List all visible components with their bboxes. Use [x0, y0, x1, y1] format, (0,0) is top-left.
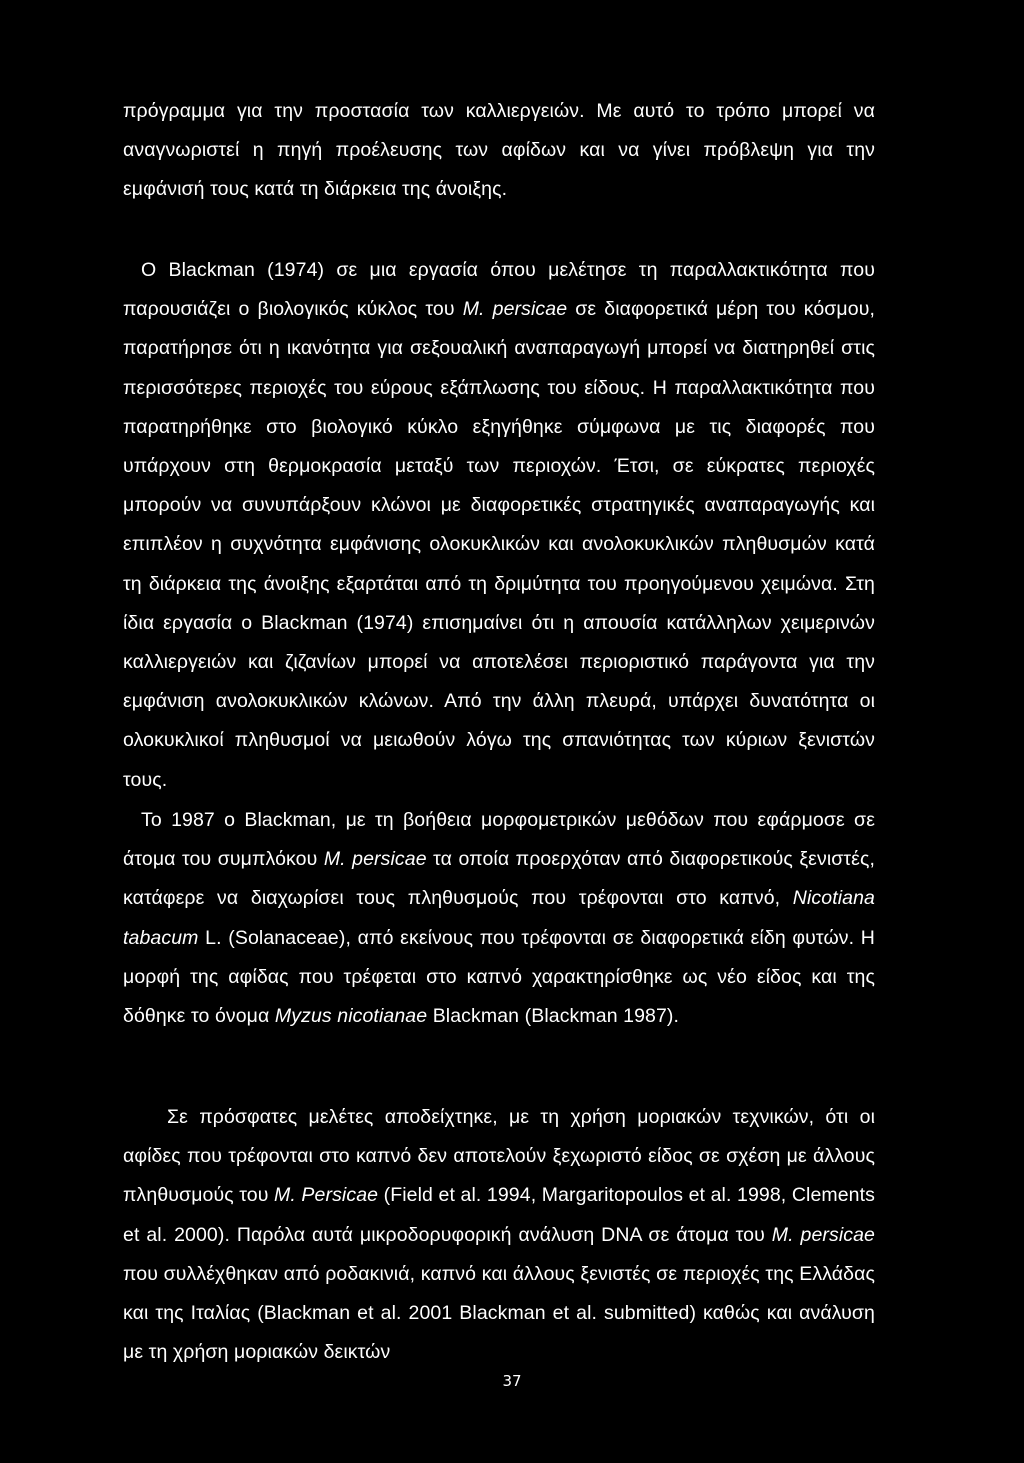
paragraph-4-text-b: (Field et al. 1994, Margaritopoulos et al. 1998, Clements et al. 2000). Παρόλα αυτά μικροδορυφορική ανάλυση DNA σε άτομα του — [123, 1184, 875, 1246]
paragraph-3 — [123, 801, 875, 1036]
paragraph-4-text-a: Σε πρόσφατες μελέτες αποδείχτηκε, με τη χρήση μοριακών τεχνικών, ότι οι αφίδες που τρέφονται στο καπνό δεν αποτελούν ξεχωριστό είδος σε σχέση με άλλους πληθυσμούς του — [123, 1106, 875, 1207]
paragraph-1-text: πρόγραμμα για την προστασία των καλλιεργειών. Με αυτό το τρόπο μπορεί να αναγνωριστεί η πηγή προέλευσης των αφίδων και να γίνει πρόβλεψη για την εμφάνισή τους κατά τη διάρκεια της άνοιξης. — [123, 100, 875, 201]
page-number: 37 — [502, 1372, 522, 1390]
species-name-italic: M. persicae — [771, 1223, 876, 1246]
paragraph-1 — [123, 92, 875, 210]
paragraph-3-text-a: Το 1987 ο Blackman, με τη βοήθεια μορφομετρικών μεθόδων που εφάρμοσε σε άτομα του συμπλόκου — [123, 809, 875, 871]
paragraph-4-text-c: που συλλέχθηκαν από ροδακινιά, καπνό και άλλους ξενιστές σε περιοχές της Ελλάδας και της Ιταλίας (Blackman et al. 2001 Blackman et al. submitted) καθώς και ανάλυση με τη χρήση μοριακών δεικτών — [123, 1262, 875, 1364]
paragraph-2-text-a: Ο Blackman (1974) σε μια εργασία όπου μελέτησε τη παραλλακτικότητα που παρουσιάζει ο βιολογικός κύκλος του — [123, 259, 875, 321]
species-name-italic: M. persicae — [462, 298, 568, 321]
paragraph-3-text-c: L. (Solanaceae), από εκείνους που τρέφονται σε διαφορετικά είδη φυτών. Η μορφή της αφίδας που τρέφεται στο καπνό χαρακτηρίσθηκε ως νέο είδος και της δόθηκε το όνομα — [123, 926, 875, 1028]
paragraph-3-text-b: τα οποία προερχόταν από διαφορετικούς ξενιστές, κατάφερε να διαχωρίσει τους πληθυσμούς που τρέφονται στο καπνό, — [123, 848, 875, 910]
species-name-italic: Myzus nicotianae — [274, 1005, 428, 1028]
paragraph-2 — [123, 251, 875, 800]
species-name-italic: M. persicae — [323, 848, 427, 871]
paragraph-3-text-d: Blackman (Blackman 1987). — [427, 1005, 680, 1028]
paragraph-2-text-b: σε διαφορετικά μέρη του κόσμου, παρατήρησε ότι η ικανότητα για σεξουαλική αναπαραγωγή μπορεί να διατηρηθεί στις περισσότερες περιοχές του εύρους εξάπλωσης του είδους. Η παραλλακτικότητα που παρατηρήθηκε στο βιολογικό κύκλο εξηγήθηκε σύμφωνα με τις διαφορές που υπάρχουν στη θερμοκρασία μεταξύ των περιοχών. Έτσι, σε εύκρατες περιοχές μπορούν να συνυπάρξουν κλώνοι με διαφορετικές στρατηγικές αναπαραγωγής και επιπλέον η συχνότητα εμφάνισης ολοκυκλικών και ανολοκυκλικών πληθυσμών κατά τη διάρκεια της άνοιξης εξαρτάται από τη δριμύτητα του προηγούμενου χειμώνα. Στη ίδια εργασία ο Blackman (1974) επισημαίνει ότι η απουσία κατάλληλων χειμερινών καλλιεργειών και ζιζανίων μπορεί να αποτελέσει περιοριστικό παράγοντα για την εμφάνιση ανολοκυκλικών κλώνων. Από την άλλη πλευρά, υπάρχει δυνατότητα οι ολοκυκλικοί πληθυσμοί να μειωθούν λόγω της σπανιότητας των κύριων ξενιστών τους. — [123, 298, 875, 791]
paragraph-4 — [123, 1098, 875, 1372]
species-name-italic: Nicotiana tabacum — [123, 887, 875, 949]
species-name-italic: M. Persicae — [274, 1184, 379, 1207]
